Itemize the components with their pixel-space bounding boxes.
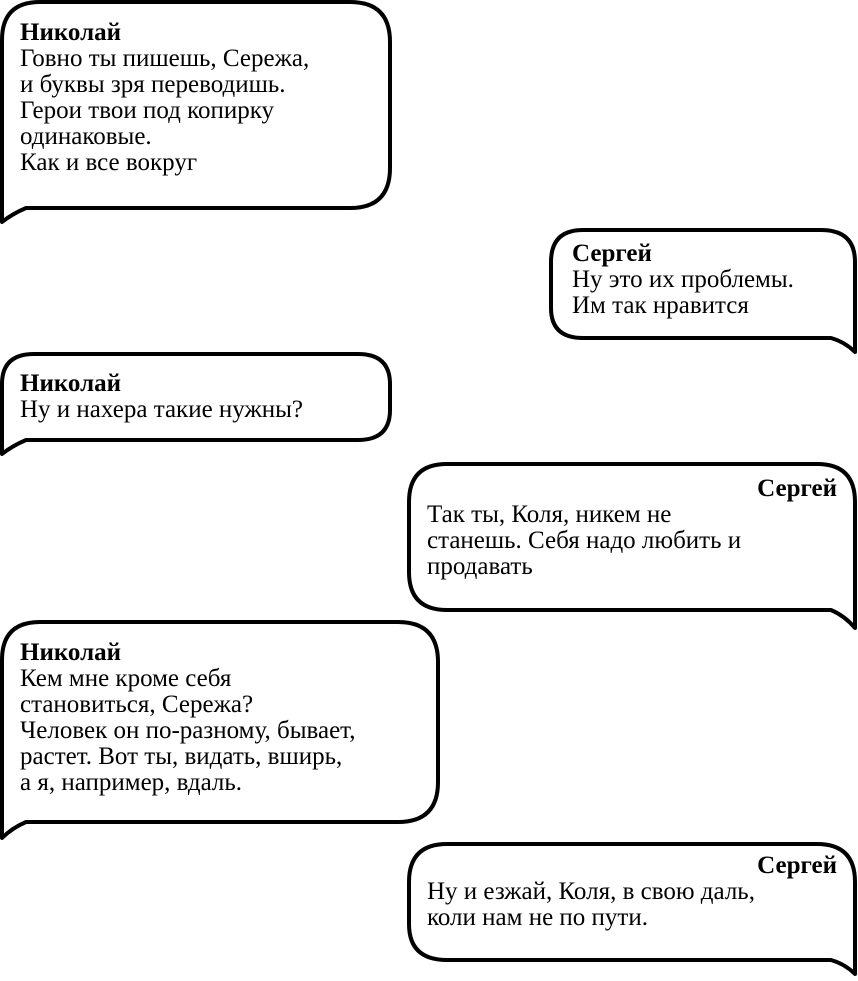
message-text <box>427 476 837 580</box>
message-line: продавать <box>427 553 533 580</box>
message-line: Кем мне кроме себя <box>20 665 232 692</box>
message-text <box>427 853 837 931</box>
message-line: Так ты, Коля, никем не <box>427 501 672 528</box>
speaker-name: Николай <box>20 370 122 397</box>
speaker-name: Николай <box>20 19 122 46</box>
message-line: Человек он по-разному, бывает, <box>20 717 356 744</box>
message-line: и буквы зря переводишь. <box>20 71 286 98</box>
message-line: Ну и езжай, Коля, в свою даль, <box>427 878 755 905</box>
message-line: Им так нравится <box>572 292 749 319</box>
message-text <box>20 640 355 796</box>
message-line: одинаковые. <box>20 123 152 150</box>
message-line: станешь. Себя надо любить и <box>427 527 742 554</box>
message-text <box>20 20 309 176</box>
message-line: Говно ты пишешь, Сережа, <box>20 45 310 72</box>
message-text <box>20 371 303 423</box>
message-line: Как и все вокруг <box>20 149 198 176</box>
speaker-name: Сергей <box>572 240 652 267</box>
message-line: растет. Вот ты, видать, вширь, <box>20 743 343 770</box>
message-text <box>572 241 794 319</box>
message-line: а я, например, вдаль. <box>20 769 243 796</box>
message-line: коли нам не по пути. <box>427 904 648 931</box>
speaker-name: Сергей <box>757 475 837 502</box>
message-line: Ну и нахера такие нужны? <box>20 396 304 423</box>
speaker-name: Николай <box>20 639 122 666</box>
message-line: становиться, Сережа? <box>20 691 254 718</box>
speaker-name: Сергей <box>757 852 837 879</box>
message-line: Ну это их проблемы. <box>572 266 794 293</box>
message-line: Герои твои под копирку <box>20 97 275 124</box>
